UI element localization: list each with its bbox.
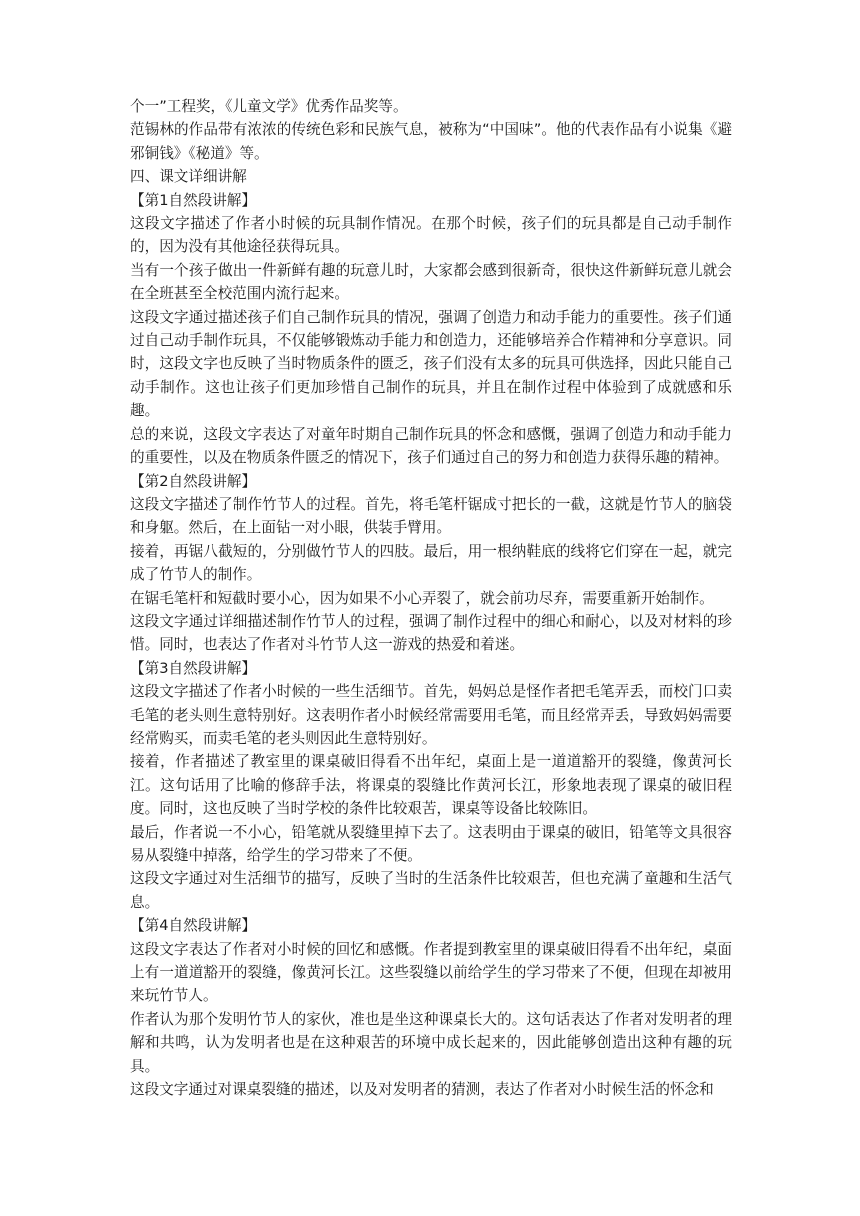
paragraph: 这段文字通过描述孩子们自己制作玩具的情况，强调了创造力和动手能力的重要性。孩子们通过自己动手制作玩具，不仅能够锻炼动手能力和创造力，还能够培养合作精神和分享意识。同时，这段文字也反映了当时物质条件的匮乏，孩子们没有太多的玩具可供选择，因此只能自己动手制作。这也让孩子们更加珍惜自己制作的玩具，并且在制作过程中体验到了成就感和乐趣。: [130, 308, 732, 420]
paragraph: 这段文字描述了制作竹节人的过程。首先，将毛笔杆锯成寸把长的一截，这就是竹节人的脑袋和身躯。然后，在上面钻一对小眼，供装手臂用。: [130, 495, 732, 537]
paragraph: 接着，再锯八截短的，分别做竹节人的四肢。最后，用一根纳鞋底的线将它们穿在一起，就完成了竹节人的制作。: [130, 542, 732, 584]
paragraph-award-continuation: 个一”工程奖，《儿童文学》优秀作品奖等。: [130, 98, 408, 115]
paragraph: 当有一个孩子做出一件新鲜有趣的玩意儿时，大家都会感到很新奇，很快这件新鲜玩意儿就会在全班甚至全校范围内流行起来。: [130, 261, 732, 303]
paragraph-cut-off: 这段文字通过对课桌裂缝的描述，以及对发明者的猜测，表达了作者对小时候生活的怀念和: [130, 1081, 714, 1099]
paragraph: 作者认为那个发明竹节人的家伙，准也是坐这种课桌长大的。这句话表达了作者对发明者的理解和共鸣，认为发明者也是在这种艰苦的环境中成长起来的，因此能够创造出这种有趣的玩具。: [130, 1010, 732, 1075]
subheading-paragraph-4: 【第4自然段讲解】: [130, 917, 257, 935]
paragraph: 在锯毛笔杆和短截时要小心，因为如果不小心弄裂了，就会前功尽弃，需要重新开始制作。: [130, 589, 714, 607]
paragraph: 总的来说，这段文字表达了对童年时期自己制作玩具的怀念和感慨，强调了创造力和动手能力的重要性，以及在物质条件匮乏的情况下，孩子们通过自己的努力和创造力获得乐趣的精神。: [130, 425, 732, 467]
subheading-paragraph-3: 【第3自然段讲解】: [130, 659, 257, 677]
paragraph-author-style: 范锡林的作品带有浓浓的传统色彩和民族气息，被称为“中国味”。他的代表作品有小说集《避邪铜钱》《秘道》等。: [130, 121, 732, 162]
section-heading: 四、课文详细讲解: [130, 168, 247, 186]
subheading-paragraph-1: 【第1自然段讲解】: [130, 191, 257, 209]
paragraph: 这段文字表达了作者对小时候的回忆和感慨。作者提到教室里的课桌破旧得看不出年纪，桌面上有一道道豁开的裂缝，像黄河长江。这些裂缝以前给学生的学习带来了不便，但现在却被用来玩竹节人。: [130, 940, 732, 1005]
paragraph: 接着，作者描述了教室里的课桌破旧得看不出年纪，桌面上是一道道豁开的裂缝，像黄河长江。这句话用了比喻的修辞手法，将课桌的裂缝比作黄河长江，形象地表现了课桌的破旧程度。同时，这也反映了当时学校的条件比较艰苦，课桌等设备比较陈旧。: [130, 753, 732, 818]
subheading-paragraph-2: 【第2自然段讲解】: [130, 472, 257, 490]
paragraph: 最后，作者说一不小心，铅笔就从裂缝里掉下去了。这表明由于课桌的破旧，铅笔等文具很容易从裂缝中掉落，给学生的学习带来了不便。: [130, 823, 732, 864]
paragraph: 这段文字通过详细描述制作竹节人的过程，强调了制作过程中的细心和耐心，以及对材料的珍惜。同时，也表达了作者对斗竹节人这一游戏的热爱和着迷。: [130, 612, 732, 654]
paragraph: 这段文字描述了作者小时候的一些生活细节。首先，妈妈总是怪作者把毛笔弄丢，而校门口卖毛笔的老头则生意特别好。这表明作者小时候经常需要用毛笔，而且经常弄丢，导致妈妈需要经常购买，而卖毛笔的老头则因此生意特别好。: [130, 683, 732, 747]
document-body: [130, 95, 732, 1101]
paragraph: 这段文字通过对生活细节的描写，反映了当时的生活条件比较艰苦，但也充满了童趣和生活气息。: [130, 870, 732, 911]
paragraph: 这段文字描述了作者小时候的玩具制作情况。在那个时候，孩子们的玩具都是自己动手制作的，因为没有其他途径获得玩具。: [130, 215, 732, 256]
